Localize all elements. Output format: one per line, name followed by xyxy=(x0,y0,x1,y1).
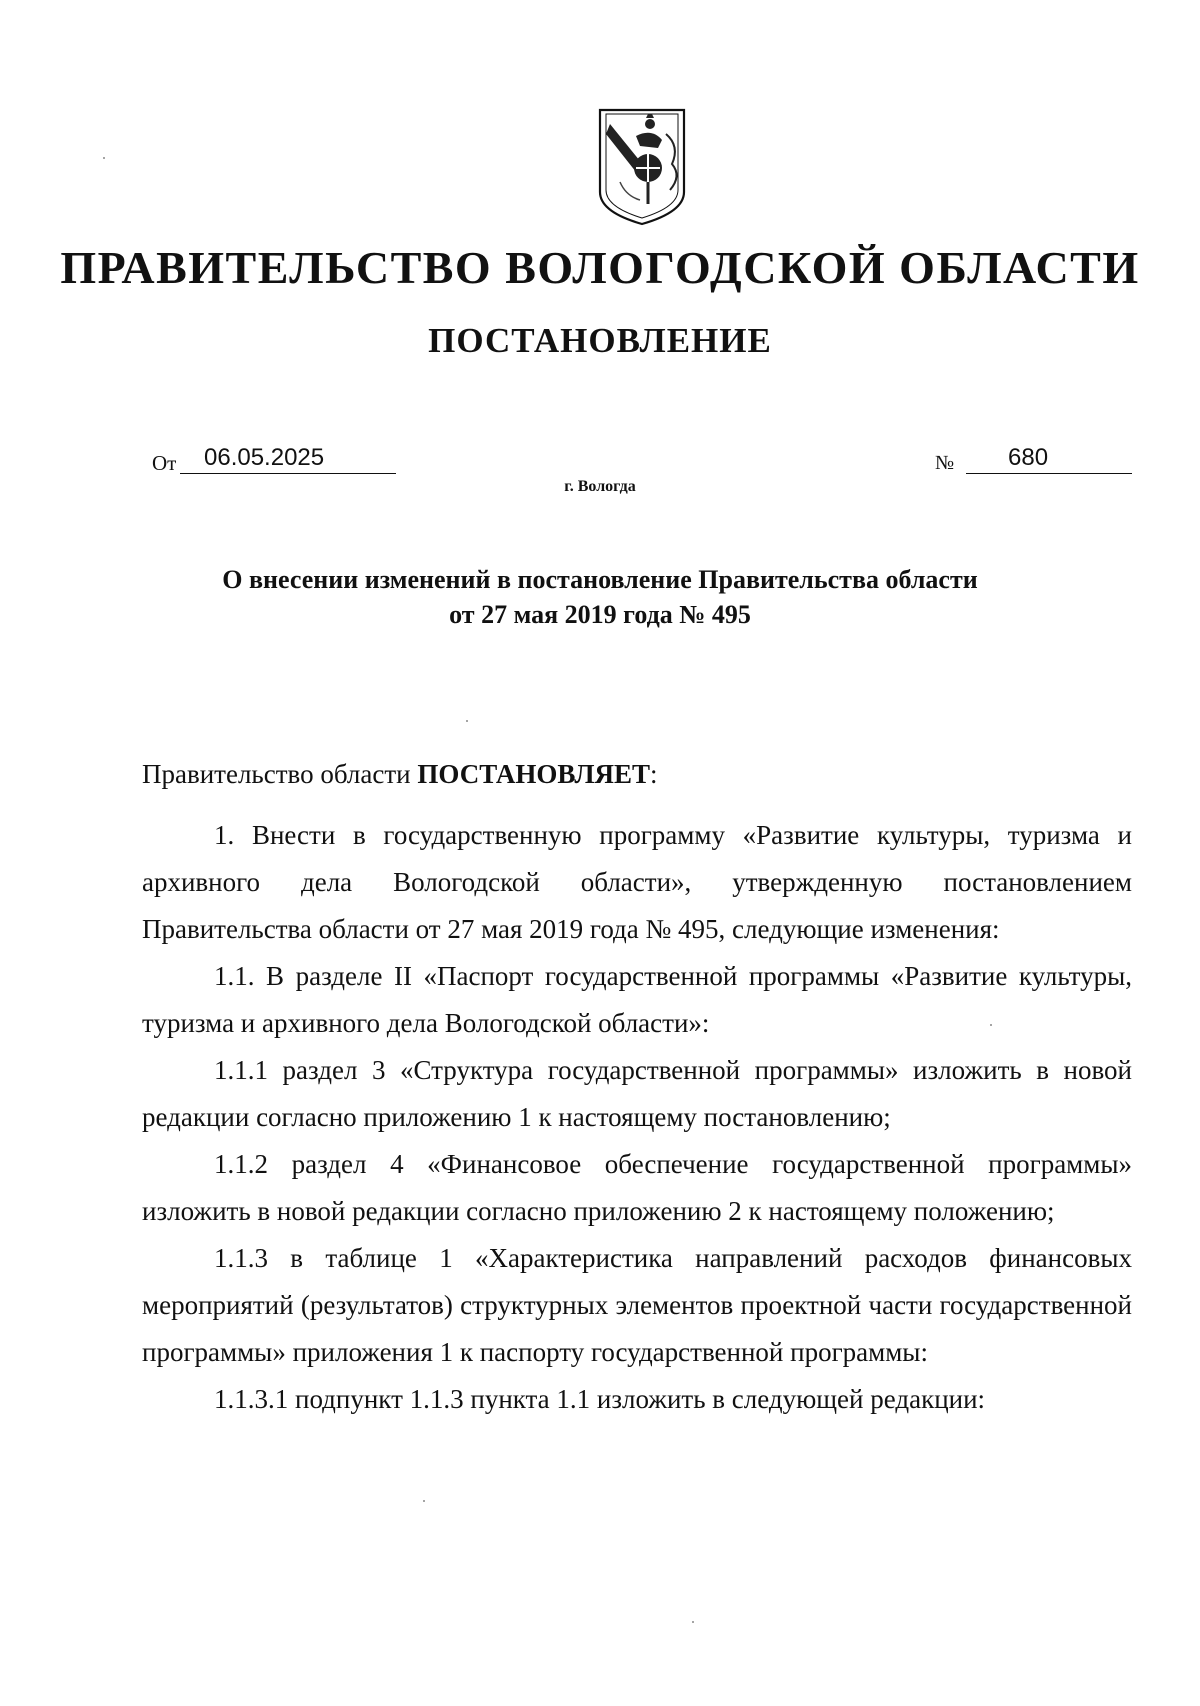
coat-of-arms-icon xyxy=(596,104,688,228)
document-date: 06.05.2025 xyxy=(180,442,396,474)
scan-speck xyxy=(423,1500,425,1502)
paragraph-1-1: 1.1. В разделе II «Паспорт государственной программы «Развитие культуры, туризма и архивного дела Вологодской области»: xyxy=(142,961,1132,1038)
paragraph-1-1-1: 1.1.1 раздел 3 «Структура государственной программы» изложить в новой редакции согласно приложению 1 к настоящему постановлению; xyxy=(142,1055,1132,1132)
scan-speck xyxy=(103,157,105,159)
subject-line-2: от 27 мая 2019 года № 495 xyxy=(449,600,751,629)
document-body xyxy=(142,751,1132,1423)
paragraph-1-1-2: 1.1.2 раздел 4 «Финансовое обеспечение государственной программы» изложить в новой редакции согласно приложению 2 к настоящему положению; xyxy=(142,1149,1132,1226)
document-number: 680 xyxy=(966,442,1132,474)
intro-keyword: ПОСТАНОВЛЯЕТ xyxy=(417,759,650,789)
intro-text: Правительство области xyxy=(142,759,418,789)
resolution-intro xyxy=(142,751,1132,798)
paragraph-1-1-3: 1.1.3 в таблице 1 «Характеристика направлений расходов финансовых мероприятий (результатов) структурных элементов проектной части государственной программы» приложения 1 к паспорту государственной программы: xyxy=(142,1243,1132,1367)
intro-colon: : xyxy=(649,759,658,789)
date-prefix: От xyxy=(152,451,177,475)
document-kind: ПОСТАНОВЛЕНИЕ xyxy=(428,321,772,360)
paragraph-1: 1. Внести в государственную программу «Развитие культуры, туризма и архивного дела Вологодской области», утвержденную постановлением Правительства области от 27 мая 2019 года № 495, следующие изменения: xyxy=(142,820,1132,944)
scan-speck xyxy=(692,1621,694,1623)
paragraph-1-1-3-1: 1.1.3.1 подпункт 1.1.3 пункта 1.1 изложить в следующей редакции: xyxy=(214,1384,986,1414)
document-subject xyxy=(0,562,1200,632)
city-label: г. Вологда xyxy=(564,478,636,495)
scan-speck xyxy=(990,1024,992,1026)
number-prefix: № xyxy=(935,452,955,474)
subject-line-1: О внесении изменений в постановление Правительства области xyxy=(222,565,978,594)
scan-speck xyxy=(466,720,468,722)
government-title: ПРАВИТЕЛЬСТВО ВОЛОГОДСКОЙ ОБЛАСТИ xyxy=(60,242,1140,293)
